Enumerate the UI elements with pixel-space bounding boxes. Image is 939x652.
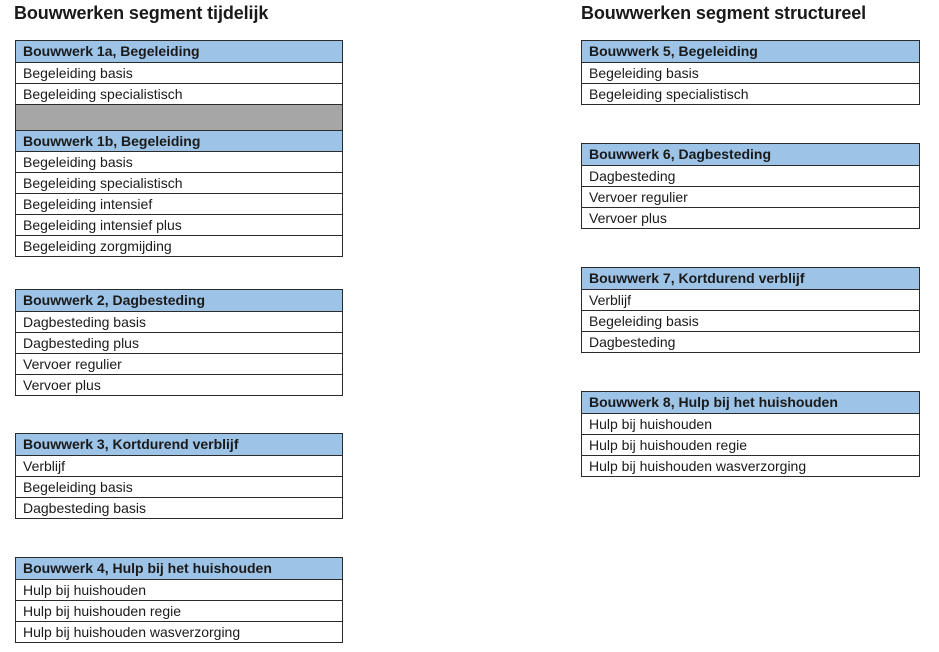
table-row: Verblijf: [582, 289, 919, 310]
table-row: Hulp bij huishouden: [16, 579, 342, 600]
table-row: Dagbesteding basis: [16, 311, 342, 332]
table-row: Verblijf: [16, 455, 342, 476]
table-header-bouwwerk-7: Bouwwerk 7, Kortdurend verblijf: [582, 268, 919, 289]
heading-segment-tijdelijk: Bouwwerken segment tijdelijk: [14, 3, 269, 23]
table-header-bouwwerk-6: Bouwwerk 6, Dagbesteding: [582, 144, 919, 165]
table-row: Begeleiding intensief plus: [16, 214, 342, 235]
table-header-bouwwerk-8: Bouwwerk 8, Hulp bij het huishouden: [582, 392, 919, 413]
table-row: Begeleiding basis: [16, 151, 342, 172]
table-row: Vervoer regulier: [16, 353, 342, 374]
table-row: Hulp bij huishouden regie: [16, 600, 342, 621]
table-row: Begeleiding basis: [582, 310, 919, 331]
table-row: Dagbesteding basis: [16, 497, 342, 518]
table-row: Begeleiding basis: [582, 62, 919, 83]
table-row: Hulp bij huishouden regie: [582, 434, 919, 455]
table-header-bouwwerk-1a: Bouwwerk 1a, Begeleiding: [16, 41, 342, 62]
table-row: Vervoer regulier: [582, 186, 919, 207]
table-row: Begeleiding specialistisch: [16, 172, 342, 193]
table-row: Vervoer plus: [16, 374, 342, 395]
table-row: Begeleiding specialistisch: [16, 83, 342, 104]
table-row: Begeleiding intensief: [16, 193, 342, 214]
table-bouwwerk-2: [15, 289, 343, 396]
table-row: Vervoer plus: [582, 207, 919, 228]
table-header-bouwwerk-5: Bouwwerk 5, Begeleiding: [582, 41, 919, 62]
table-row: Begeleiding basis: [16, 62, 342, 83]
table-bouwwerk-3: [15, 433, 343, 519]
table-row: Begeleiding basis: [16, 476, 342, 497]
table-header-bouwwerk-2: Bouwwerk 2, Dagbesteding: [16, 290, 342, 311]
table-spacer-row: [16, 104, 342, 130]
table-row: Hulp bij huishouden: [582, 413, 919, 434]
table-header-bouwwerk-3: Bouwwerk 3, Kortdurend verblijf: [16, 434, 342, 455]
table-bouwwerk-7: [581, 267, 920, 353]
table-bouwwerk-4: [15, 557, 343, 643]
table-row: Dagbesteding: [582, 165, 919, 186]
table-row: Begeleiding zorgmijding: [16, 235, 342, 256]
heading-segment-structureel: Bouwwerken segment structureel: [581, 3, 867, 23]
table-row: Hulp bij huishouden wasverzorging: [582, 455, 919, 476]
table-header-bouwwerk-1b: Bouwwerk 1b, Begeleiding: [16, 130, 342, 151]
table-row: Begeleiding specialistisch: [582, 83, 919, 104]
table-bouwwerk-6: [581, 143, 920, 229]
table-row: Dagbesteding plus: [16, 332, 342, 353]
table-bouwwerk-5: [581, 40, 920, 105]
table-bouwwerk-1: [15, 40, 343, 257]
table-header-bouwwerk-4: Bouwwerk 4, Hulp bij het huishouden: [16, 558, 342, 579]
table-row: Hulp bij huishouden wasverzorging: [16, 621, 342, 642]
table-bouwwerk-8: [581, 391, 920, 477]
table-row: Dagbesteding: [582, 331, 919, 352]
